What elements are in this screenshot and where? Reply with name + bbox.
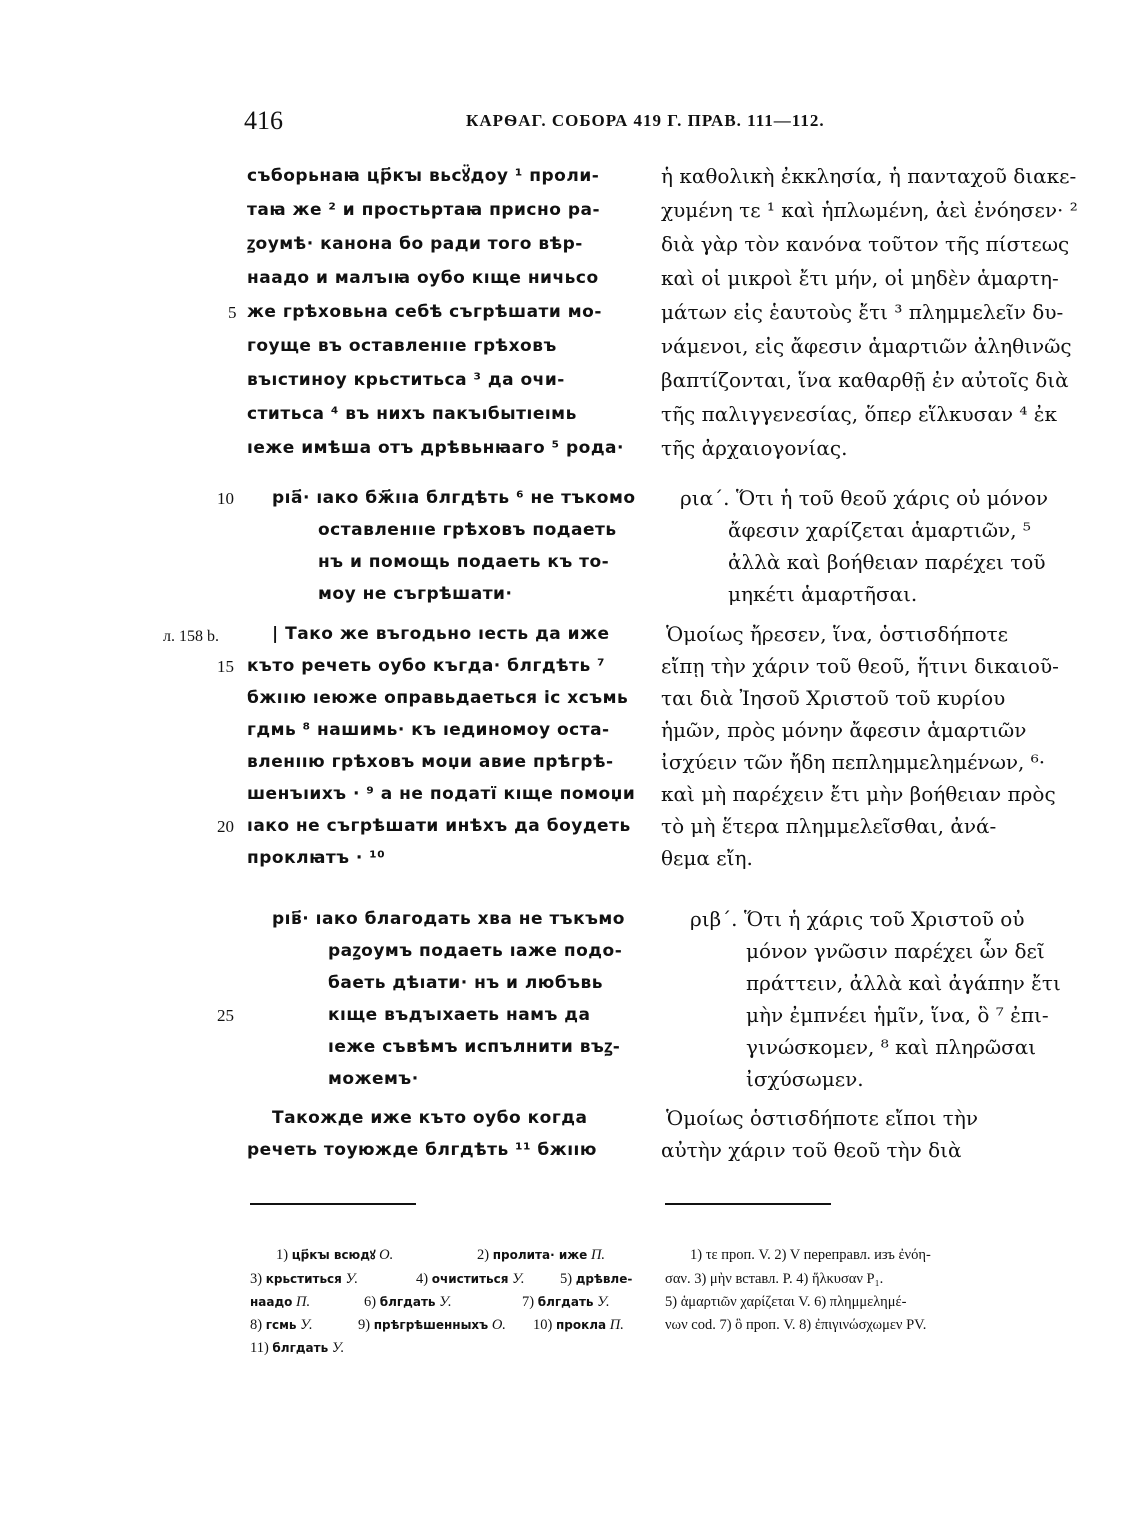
slavonic-line: ститьса ⁴ въ нихъ пакъıбытıеıмь xyxy=(247,404,577,424)
greek-line: Ὁμοίως ὁστισδήποτε εἴποι τὴν xyxy=(666,1106,978,1130)
greek-line: μάτων εἰς ἑαυτοὺς ἔτι ³ πλημμελεῖν δυ- xyxy=(661,300,1064,324)
footnote: 2) пролита· иже П. xyxy=(477,1247,606,1263)
footnote-rule-left xyxy=(250,1203,416,1205)
slavonic-line: же грѣховьна себѣ съгрѣшати мо- xyxy=(247,302,602,322)
greek-line: ἰσχύειν τῶν ἤδη πεπλημμελημένων, ⁶· xyxy=(661,750,1046,774)
slavonic-line: ıеже съвѣмъ испълнити въꙁ- xyxy=(328,1037,621,1057)
slavonic-line: моу не съгрѣшати· xyxy=(318,584,513,604)
slavonic-line: въıстиноу крьститьса ³ да очи- xyxy=(247,370,565,390)
slavonic-line: ꙁоумѣ· канона бо ради того вѣр- xyxy=(247,234,583,254)
line-number: 5 xyxy=(228,303,237,322)
greek-line: χυμένη τε ¹ καὶ ἡπλωμένη, ἀεὶ ἐνόησεν· ² xyxy=(661,198,1078,222)
greek-line: ἀλλὰ καὶ βοήθειαν παρέχει τοῦ xyxy=(728,550,1046,574)
greek-line: νάμενοι, εἰς ἄφεσιν ἁμαρτιῶν ἀληθινῶς xyxy=(661,334,1072,358)
greek-canon-111-line: ρια´. Ὅτι ἡ τοῦ θεοῦ χάρις οὐ μόνον xyxy=(680,486,1049,510)
slavonic-line: Такожде иже къто оубо когда xyxy=(272,1108,588,1128)
slavonic-line: съборьнаꙗ цр҃кꙑ вьсꙋ̈доу ¹ проли- xyxy=(247,166,600,186)
slavonic-line: бжııю ıеюже оправьдаеться іс хсъмь xyxy=(247,688,629,708)
footnote: 4) очиститься У. xyxy=(416,1271,525,1287)
line-number: 20 xyxy=(217,817,234,836)
greek-line: βαπτίζονται, ἵνα καθαρθῇ ἐν αὐτοῖς διὰ xyxy=(661,368,1069,392)
line-number: 15 xyxy=(217,657,234,676)
slavonic-line: речеть тоуюжде блгдѣть ¹¹ бжııю xyxy=(247,1140,597,1160)
slavonic-line: | Тако же въгодьно ıесть да иже xyxy=(272,624,610,644)
slavonic-line: ıако не съгрѣшати инѣхъ да боудеть xyxy=(247,816,631,836)
greek-line: τῆς παλιγγενεσίας, ὅπερ εἵλκυσαν ⁴ ἐκ xyxy=(661,402,1057,426)
slavonic-line: оставленııе грѣховъ подаеть xyxy=(318,520,617,540)
slavonic-line: нъ и помощь подаеть къ то- xyxy=(318,552,610,572)
slavonic-line: ıеже имѣша отъ дрѣвьнꙗаго ⁵ рода· xyxy=(247,438,624,458)
greek-line: ἡ καθολικὴ ἐκκλησία, ἡ πανταχοῦ διακε- xyxy=(661,164,1077,188)
greek-line: αὐτὴν χάριν τοῦ θεοῦ τὴν διὰ xyxy=(661,1138,962,1162)
slavonic-line: баеть дѣıати· нъ и любъвь xyxy=(328,973,603,993)
page-number: 416 xyxy=(244,106,283,135)
greek-line: πράττειν, ἀλλὰ καὶ ἀγάπην ἔτι xyxy=(746,971,1061,995)
footnote: 6) блгдать У. xyxy=(364,1294,452,1310)
slavonic-line: можемъ· xyxy=(328,1069,419,1089)
footnote: 1) τε проп. V. 2) V перепpавл. изъ ἐνόη- xyxy=(690,1247,931,1263)
slavonic-line: гоуще въ оставленııе грѣховъ xyxy=(247,336,557,356)
greek-line: ἡμῶν, πρὸς μόνην ἄφεσιν ἁμαρτιῶν xyxy=(661,718,1027,742)
greek-line: ἰσχύσωμεν. xyxy=(746,1067,864,1091)
footnote: 5) ἁμαρτιῶν χαρίζεται V. 6) πλημμελημέ- xyxy=(665,1294,907,1310)
footnote: 8) гсмь У. xyxy=(250,1317,313,1333)
slavonic-line: шенъıихъ · ⁹ а не податї кıще помоџи xyxy=(247,784,636,804)
slavonic-line: проклꙗтъ · ¹⁰ xyxy=(247,848,386,868)
footnote: 1) цр҃кꙑ всюдꙋ О. xyxy=(276,1247,394,1263)
slavonic-line: къто речеть оубо къгда· блгдѣть ⁷ xyxy=(247,656,606,676)
slavonic-canon-112-line: рıв҃· ıако благодать хва не тъкъмо xyxy=(272,909,625,929)
footnote: νων cod. 7) ὃ проп. V. 8) ἐπιγινώσχωμεν PV. xyxy=(665,1317,927,1333)
greek-line: διὰ γὰρ τὸν κανόνα τοῦτον τῆς πίστεως xyxy=(661,232,1070,256)
greek-line: ἄφεσιν χαρίζεται ἁμαρτιῶν, ⁵ xyxy=(728,518,1031,542)
footnote: 7) блгдать У. xyxy=(522,1294,610,1310)
greek-line: γινώσκομεν, ⁸ καὶ πληρῶσαι xyxy=(746,1035,1037,1059)
line-number: 10 xyxy=(217,489,234,508)
footnote: 9) прѣгрѣшенныхъ О. xyxy=(358,1317,506,1333)
footnote: 3) крьститься У. xyxy=(250,1271,358,1287)
greek-line: θεμα εἴη. xyxy=(661,846,753,870)
slavonic-canon-111-line: рıа҃· ıако бж҃ııа блгдѣть ⁶ не тъкомо xyxy=(272,488,636,508)
folio-margin-note: л. 158 b. xyxy=(163,628,219,645)
greek-line: μὴν ἐμπνέει ἡμῖν, ἵνα, ὃ ⁷ ἐπι- xyxy=(746,1003,1049,1027)
footnote: наадо П. xyxy=(250,1294,311,1310)
footnote-rule-right xyxy=(665,1203,831,1205)
slavonic-line: раꙁоумъ подаеть ıаже подо- xyxy=(328,941,623,961)
greek-line: τῆς ἀρχαιογονίας. xyxy=(661,436,848,460)
greek-line: εἴπῃ τὴν χάριν τοῦ θεοῦ, ἥτινι δικαιοῦ- xyxy=(661,654,1059,678)
greek-line: μόνον γνῶσιν παρέχει ὧν δεῖ xyxy=(746,939,1045,963)
slavonic-line: вленııю грѣховъ моџи авие прѣгрѣ- xyxy=(247,752,614,772)
footnote: 10) прокла П. xyxy=(533,1317,624,1333)
slavonic-line: кıще въдъıхаеть намъ да xyxy=(328,1005,591,1025)
footnote: σαν. 3) μὴν встaвл. P. 4) ἥλκυσαν P₁. xyxy=(665,1271,884,1287)
greek-line: Ὁμοίως ἤρεσεν, ἵνα, ὁστισδήποτε xyxy=(666,622,1009,646)
running-head: КАРѲАГ. СОБОРА 419 Г. ПРАВ. 111—112. xyxy=(466,111,825,130)
greek-line: ται διὰ Ἰησοῦ Χριστοῦ τοῦ κυρίου xyxy=(661,686,1006,710)
slavonic-line: наадо и малъıꙗ оубо кıще ничьсо xyxy=(247,268,599,288)
greek-line: καὶ οἱ μικροὶ ἔτι μήν, οἱ μηδὲν ἁμαρτη- xyxy=(661,266,1059,290)
greek-line: μηκέτι ἁμαρτῆσαι. xyxy=(728,582,918,606)
slavonic-line: таꙗ же ² и простьртаꙗ присно ра- xyxy=(247,200,601,220)
greek-line: καὶ μὴ παρέχειν ἔτι μὴν βοήθειαν πρὸς xyxy=(661,782,1056,806)
line-number: 25 xyxy=(217,1006,234,1025)
footnote: 11) блгдать У. xyxy=(250,1340,345,1356)
greek-line: τὸ μὴ ἕτερα πλημμελεῖσθαι, ἀνά- xyxy=(661,814,997,838)
slavonic-line: гдмь ⁸ нашимь· къ ıединомоу оста- xyxy=(247,720,610,740)
footnote: 5) дрѣвле- xyxy=(560,1271,633,1287)
greek-canon-112-line: ριβ´. Ὅτι ἡ χάρις τοῦ Χριστοῦ οὐ xyxy=(690,907,1025,931)
